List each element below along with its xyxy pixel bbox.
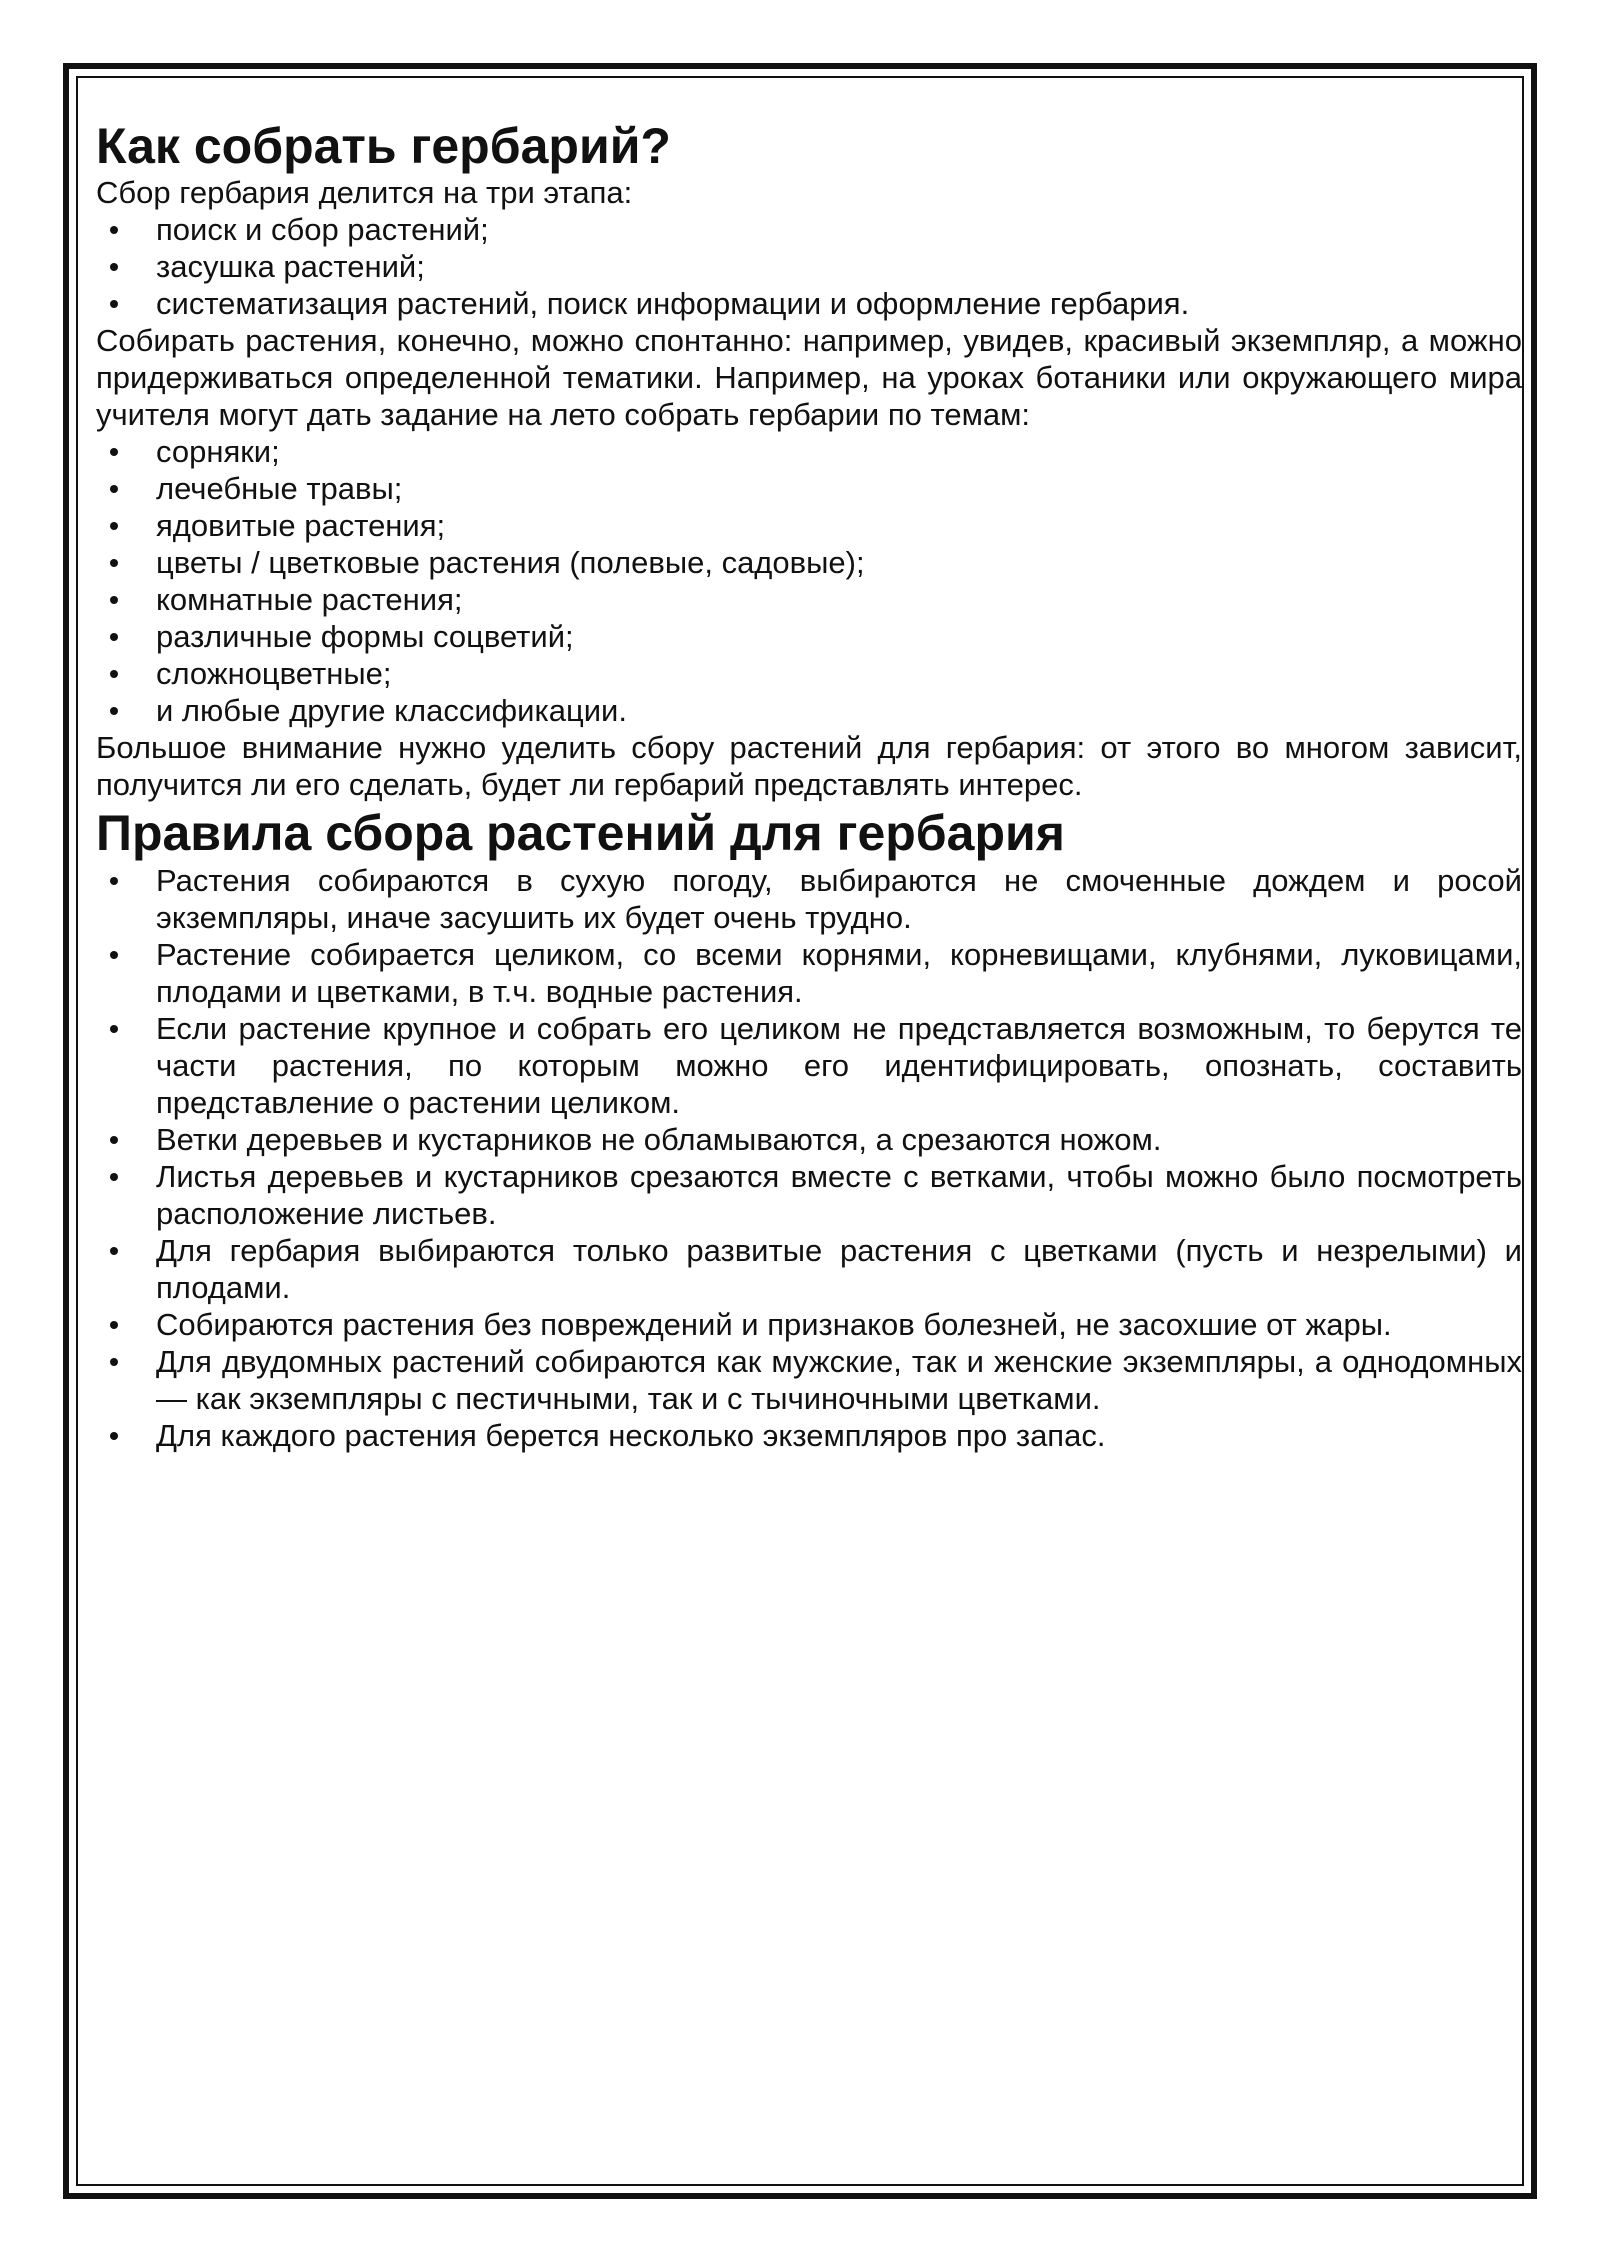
list-item: цветы / цветковые растения (полевые, садовые); (96, 544, 1522, 581)
heading-collection-rules: Правила сбора растений для гербария (96, 805, 1065, 861)
list-item: Для двудомных растений собираются как мужские, так и женские экземпляры, а однодомных — как экземпляры с пестичными, так и с тычиночными цветками. (96, 1343, 1522, 1417)
themes-list (96, 433, 1522, 729)
list-item: Для гербария выбираются только развитые растения с цветками (пусть и незрелыми) и плодами. (96, 1232, 1522, 1306)
list-item: систематизация растений, поиск информации и оформление гербария. (96, 285, 1522, 322)
list-item: Для каждого растения берется несколько экземпляров про запас. (96, 1417, 1522, 1454)
list-item: различные формы соцветий; (96, 618, 1522, 655)
list-item: сорняки; (96, 433, 1522, 470)
list-item: Собираются растения без повреждений и признаков болезней, не засохшие от жары. (96, 1306, 1522, 1343)
list-item: сложноцветные; (96, 655, 1522, 692)
list-item: Листья деревьев и кустарников срезаются вместе с ветками, чтобы можно было посмотреть расположение листьев. (96, 1158, 1522, 1232)
list-item: и любые другие классификации. (96, 692, 1522, 729)
list-item: Растения собираются в сухую погоду, выбираются не смоченные дождем и росой экземпляры, иначе засушить их будет очень трудно. (96, 862, 1522, 936)
document-content (96, 118, 1522, 1454)
list-item: ядовитые растения; (96, 507, 1522, 544)
heading-how-to-collect: Как собрать гербарий? (96, 118, 671, 174)
list-item: засушка растений; (96, 248, 1522, 285)
intro-text: Сбор гербария делится на три этапа: (96, 175, 633, 210)
paragraph-attention: Большое внимание нужно уделить сбору растений для гербария: от этого во многом зависит, получится ли его сделать, будет ли гербарий представлять интерес. (96, 730, 1522, 802)
list-item: поиск и сбор растений; (96, 211, 1522, 248)
list-item: Растение собирается целиком, со всеми корнями, корневищами, клубнями, луковицами, плодами и цветками, в т.ч. водные растения. (96, 936, 1522, 1010)
list-item: лечебные травы; (96, 470, 1522, 507)
paragraph-themes-intro: Собирать растения, конечно, можно спонтанно: например, увидев, красивый экземпляр, а можно придерживаться определенной тематики. Например, на уроках ботаники или окружающего мира учителя могут дать задание на лето собрать гербарии по темам: (96, 323, 1522, 432)
rules-list (96, 862, 1522, 1454)
list-item: Если растение крупное и собрать его целиком не представляется возможным, то берутся те части растения, по которым можно его идентифицировать, опознать, составить представление о растении целиком. (96, 1010, 1522, 1121)
list-item: комнатные растения; (96, 581, 1522, 618)
list-item: Ветки деревьев и кустарников не обламываются, а срезаются ножом. (96, 1121, 1522, 1158)
stages-list (96, 211, 1522, 322)
